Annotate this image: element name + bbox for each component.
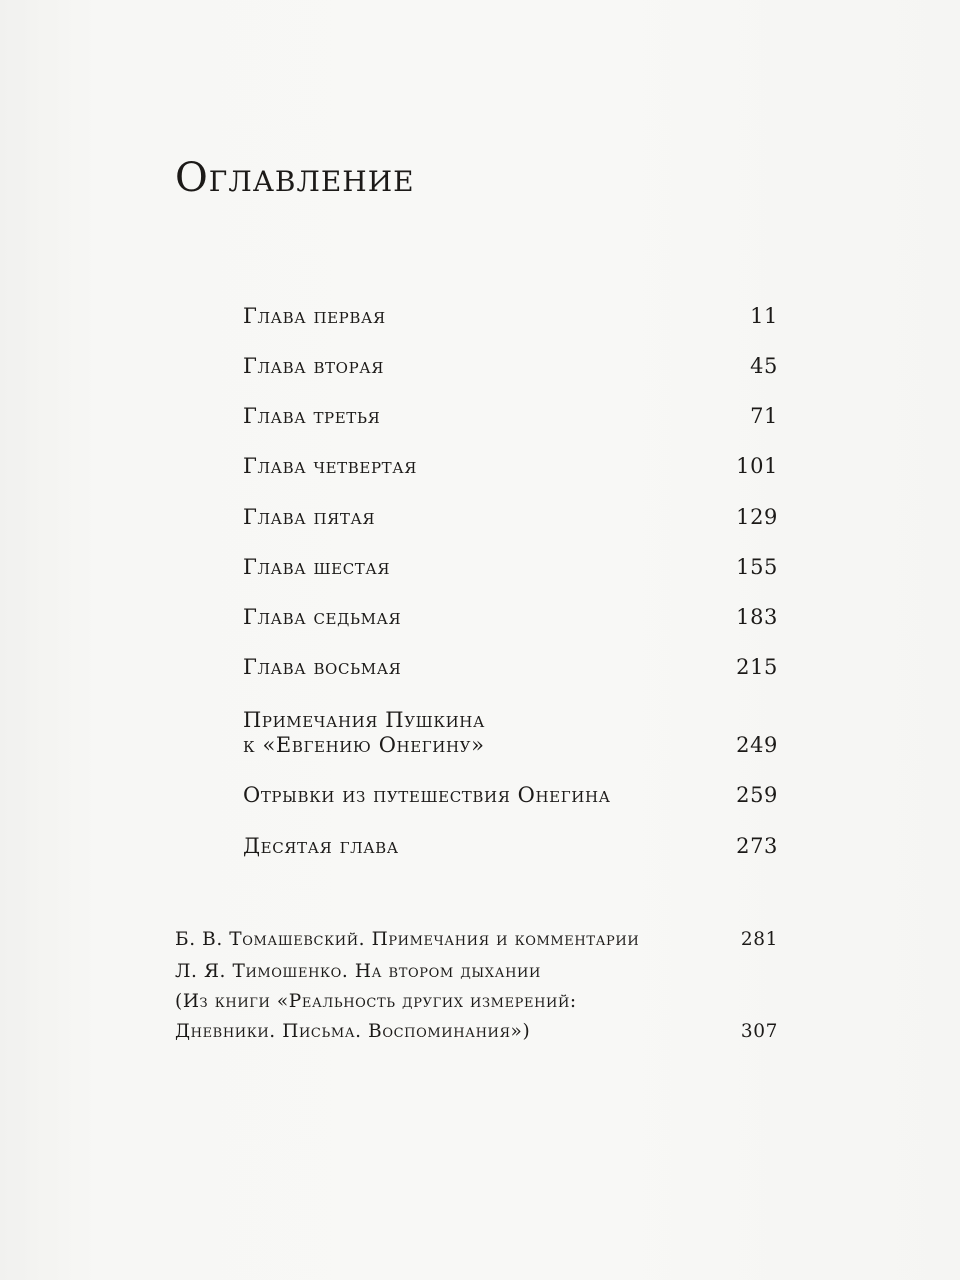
table-of-contents [243,297,778,859]
toc-entry [243,580,778,630]
appendix-entry-line1: Л. Я. Тимошенко. На втором дыхании [175,961,541,982]
toc-entry-label: Глава вторая [243,354,384,378]
toc-entry-page: 249 [736,733,778,758]
toc-entry-page: 259 [736,783,778,808]
appendix-entry [175,925,778,955]
appendix-entry-label: Б. В. Томашевский. Примечания и комментарии [175,929,640,950]
toc-entry-page: 11 [750,303,778,328]
toc-entry [243,530,778,580]
toc-entry [243,758,778,808]
toc-entry-label: Глава шестая [243,554,391,579]
appendix-entry-line2: (Из книги «Реальность других измерений: [175,991,577,1012]
toc-entry-label: Глава восьмая [243,655,402,680]
toc-entry-page: 129 [736,504,778,529]
toc-entry [243,297,778,329]
toc-entry-label: Глава четвертая [243,454,417,479]
appendix-entry [175,957,778,1047]
toc-entry-page: 71 [750,404,778,429]
toc-entry-label: Глава третья [243,404,381,429]
toc-entry [243,429,778,479]
toc-entry [243,630,778,680]
appendix-entry-page: 307 [740,1021,778,1042]
toc-entry-label: Глава первая [243,303,386,328]
toc-entry-label: Десятая глава [243,833,399,858]
toc-entry [243,809,778,859]
toc-entry-page: 155 [736,554,778,579]
toc-entry-label-line1: Примечания Пушкина [243,707,485,732]
toc-entry-label: Глава пятая [243,504,376,529]
appendix-contents [175,925,778,1047]
appendix-entry-line3: Дневники. Письма. Воспоминания») [175,1021,531,1042]
toc-entry-label: Отрывки из путешествия Онегина [243,783,611,808]
appendix-entry-label [175,957,577,1047]
toc-entry [243,680,778,758]
appendix-entry-page: 281 [740,929,778,950]
toc-entry-label-line2: к «Евгению Онегину» [243,733,485,758]
toc-entry-page: 273 [736,833,778,858]
toc-entry-label [243,708,485,758]
toc-entry-page: 215 [736,655,778,680]
toc-entry-page: 101 [736,454,778,479]
toc-entry [243,329,778,379]
page-title: Оглавление [175,155,415,201]
toc-entry [243,379,778,429]
toc-entry [243,480,778,530]
toc-entry-page: 45 [750,354,778,378]
toc-entry-label: Глава седьмая [243,604,402,629]
toc-entry-page: 183 [736,604,778,629]
